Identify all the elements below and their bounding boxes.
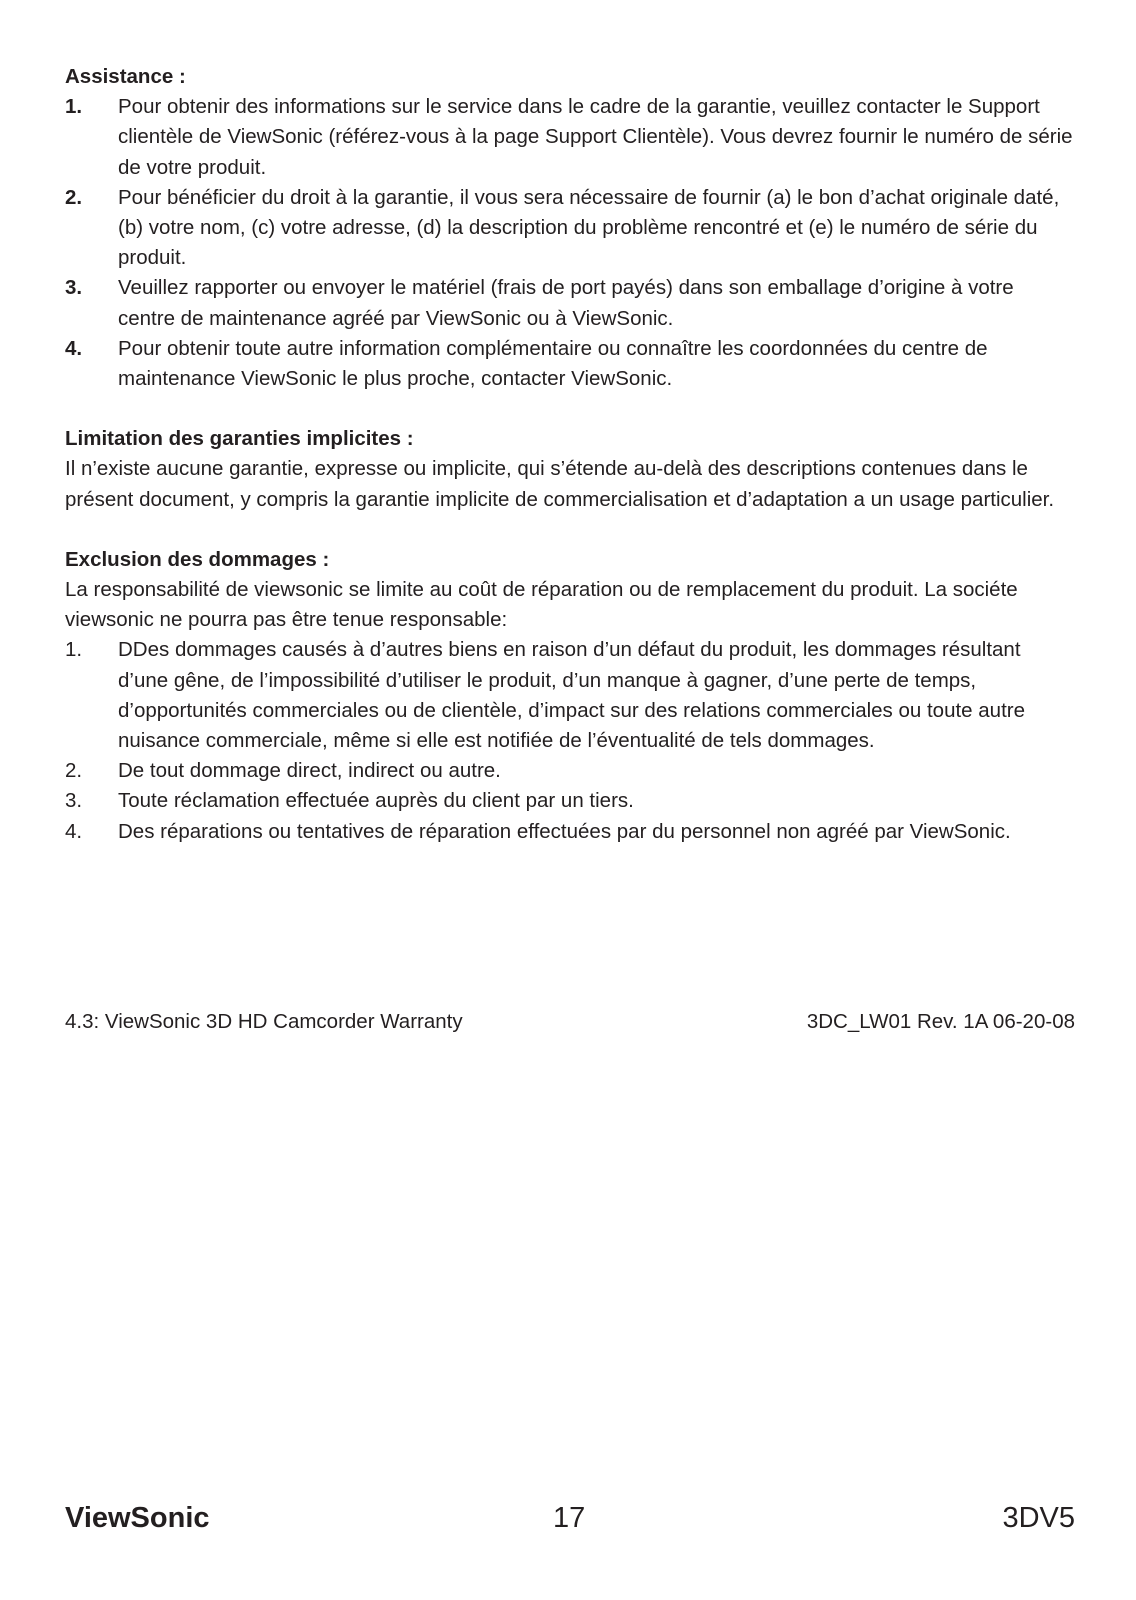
document-body [65,62,1075,847]
list-item [65,334,1075,394]
assistance-list [65,92,1075,394]
limitation-heading: Limitation des garanties implicites : [65,427,414,451]
list-item-number: 3. [65,789,83,813]
list-item-text: Veuillez rapporter ou envoyer le matériel (frais de port payés) dans son emballage d’origine à votre centre de maintenance agréé par ViewSonic ou à ViewSonic. [118,276,1014,330]
list-item-number: 2. [65,185,83,209]
page-footer [65,1498,1075,1538]
limitation-paragraph: Il n’existe aucune garantie, expresse ou implicite, qui s’étende au-delà des descriptions contenues dans le présent document, y compris la garantie implicite de commercialisation et d’adaptation a un usage particulier. [65,457,1055,511]
list-item-number: 1. [65,638,83,662]
list-item-number: 4. [65,336,83,360]
list-item-text: Toute réclamation effectuée auprès du client par un tiers. [118,789,634,813]
list-item-number: 4. [65,819,83,843]
list-item [65,817,1075,847]
list-item-text: Des réparations ou tentatives de réparation effectuées par du personnel non agréé par ViewSonic. [118,819,1011,843]
document-revision: 3DC_LW01 Rev. 1A 06-20-08 [806,1010,1075,1033]
list-item [65,635,1075,756]
list-item [65,183,1075,274]
list-item [65,756,1075,786]
section-reference: 4.3: ViewSonic 3D HD Camcorder Warranty [65,1010,463,1033]
list-item-text: DDes dommages causés à d’autres biens en raison d’un défaut du produit, les dommages résultant d’une gêne, de l’impossibilité d’utiliser le produit, d’un manque à gagner, d’une perte de temps, d’opportunités commerciales ou de clientèle, d’impact sur des relations commerciales ou toute autre nuisance commerciale, même si elle est notifiée de l’éventualité de tels dommages. [118,638,1026,753]
list-item-text: Pour obtenir toute autre information complémentaire ou connaître les coordonnées du centre de maintenance ViewSonic le plus proche, contacter ViewSonic. [118,336,988,391]
list-item-text: Pour bénéficier du droit à la garantie, il vous sera nécessaire de fournir (a) le bon d’achat originale daté, (b) votre nom, (c) votre adresse, (d) la description du problème rencontré et (e) le numéro de série du produit. [118,185,1060,270]
exclusion-list [65,635,1075,846]
page-number: 17 [553,1502,586,1534]
assistance-heading: Assistance : [65,65,186,88]
model-name: 3DV5 [1002,1502,1075,1534]
exclusion-paragraph: La responsabilité de viewsonic se limite au coût de réparation ou de remplacement du produit. La sociéte viewsonic ne pourra pas être tenue responsable: [65,578,1018,632]
list-item-text: De tout dommage direct, indirect ou autre. [118,759,501,783]
section-spacer [65,394,1075,424]
exclusion-heading: Exclusion des dommages : [65,547,330,571]
brand-name: ViewSonic [65,1502,210,1534]
list-item-number: 2. [65,759,83,783]
list-item-number: 3. [65,276,83,300]
section-footer [65,1007,1075,1037]
list-item-number: 1. [65,95,83,119]
list-item [65,273,1075,333]
list-item [65,786,1075,816]
list-item [65,92,1075,183]
section-spacer [65,515,1075,545]
list-item-text: Pour obtenir des informations sur le service dans le cadre de la garantie, veuillez contacter le Support clientèle de ViewSonic (référez-vous à la page Support Clientèle). Vous devrez fournir le numéro de série de votre produit. [118,95,1073,179]
